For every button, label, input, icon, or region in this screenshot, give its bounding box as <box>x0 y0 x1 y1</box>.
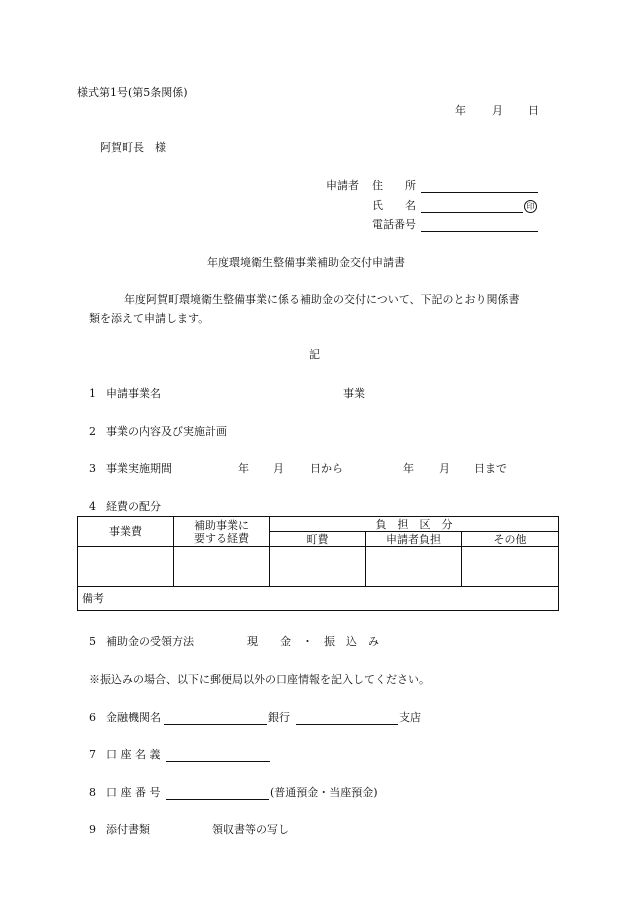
cost-allocation-table <box>77 516 559 611</box>
bank-name-field[interactable] <box>164 711 267 725</box>
item-9-value: 領収書等の写し <box>212 823 289 836</box>
item-5-label: 補助金の受領方法 <box>106 635 194 648</box>
ki-heading: 記 <box>309 348 320 361</box>
date-year: 年 <box>455 104 466 117</box>
cell-other[interactable] <box>462 547 559 587</box>
intro-line-2: 類を添えて申請します。 <box>89 312 210 325</box>
col-burden-division: 負 担 区 分 <box>270 517 559 532</box>
item-1-number: 1 <box>89 387 96 400</box>
intro-line-1: 年度阿賀町環境衛生整備事業に係る補助金の交付について、下記のとおり関係書 <box>124 293 520 306</box>
item-3-start-month: 月 <box>273 462 284 475</box>
item-7-label: 口 座 名 義 <box>106 748 161 761</box>
address-label: 住 所 <box>372 179 416 192</box>
address-field[interactable] <box>421 179 538 193</box>
sub-town-cost: 町費 <box>270 532 366 547</box>
applicant-role: 申請者 <box>326 179 359 192</box>
col-project-cost: 事業費 <box>78 517 174 547</box>
form-label: 様式第1号(第5条関係) <box>77 86 188 99</box>
col-required-line-1: 補助事業に <box>194 518 249 532</box>
date-day: 日 <box>528 104 539 117</box>
cell-project-cost[interactable] <box>78 547 174 587</box>
item-2-label: 事業の内容及び実施計画 <box>106 425 227 438</box>
item-4-label: 経費の配分 <box>106 500 161 513</box>
item-8-number: 8 <box>89 786 96 799</box>
phone-field[interactable] <box>421 218 538 232</box>
item-9-label: 添付書類 <box>106 823 150 836</box>
item-3-end-day: 日まで <box>474 462 507 475</box>
item-8-label: 口 座 番 号 <box>106 786 161 799</box>
remarks-cell[interactable] <box>78 587 559 611</box>
item-3-end-month: 月 <box>439 462 450 475</box>
item-6-branch-suffix: 支店 <box>399 711 421 724</box>
item-3-number: 3 <box>89 462 96 475</box>
item-4-number: 4 <box>89 500 96 513</box>
sub-other: その他 <box>462 532 559 547</box>
addressee: 阿賀町長 様 <box>100 141 166 154</box>
item-1-suffix: 事業 <box>343 387 365 400</box>
item-9-number: 9 <box>89 823 96 836</box>
item-6-label: 金融機関名 <box>106 711 161 724</box>
cell-required-expense[interactable] <box>174 547 270 587</box>
date-month: 月 <box>492 104 503 117</box>
item-3-start-day: 日から <box>310 462 343 475</box>
transfer-note: ※振込みの場合、以下に郵便局以外の口座情報を記入してください。 <box>89 673 430 686</box>
remarks-label: 備考 <box>82 592 104 605</box>
item-8-suffix: (普通預金・当座預金) <box>270 786 378 799</box>
phone-label: 電話番号 <box>372 218 416 231</box>
col-required-line-2: 要する経費 <box>194 531 249 545</box>
item-6-bank-suffix: 銀行 <box>268 711 290 724</box>
account-holder-field[interactable] <box>166 748 270 762</box>
item-3-end-year: 年 <box>403 462 414 475</box>
cell-applicant-burden[interactable] <box>366 547 462 587</box>
item-5-options[interactable]: 現 金 ・ 振 込 み <box>247 635 379 648</box>
name-label: 氏 名 <box>372 199 416 212</box>
item-3-start-year: 年 <box>238 462 249 475</box>
item-6-number: 6 <box>89 711 96 724</box>
item-7-number: 7 <box>89 748 96 761</box>
item-2-number: 2 <box>89 425 96 438</box>
item-5-number: 5 <box>89 635 96 648</box>
item-3-label: 事業実施期間 <box>106 462 172 475</box>
account-number-field[interactable] <box>166 786 269 800</box>
name-field[interactable] <box>421 199 537 213</box>
branch-name-field[interactable] <box>296 711 398 725</box>
sub-applicant-burden: 申請者負担 <box>366 532 462 547</box>
item-1-label: 申請事業名 <box>106 387 161 400</box>
seal-mark: 印 <box>524 200 537 213</box>
col-required-expense <box>174 517 270 547</box>
document-title: 年度環境衛生整備事業補助金交付申請書 <box>207 256 405 269</box>
cell-town-cost[interactable] <box>270 547 366 587</box>
